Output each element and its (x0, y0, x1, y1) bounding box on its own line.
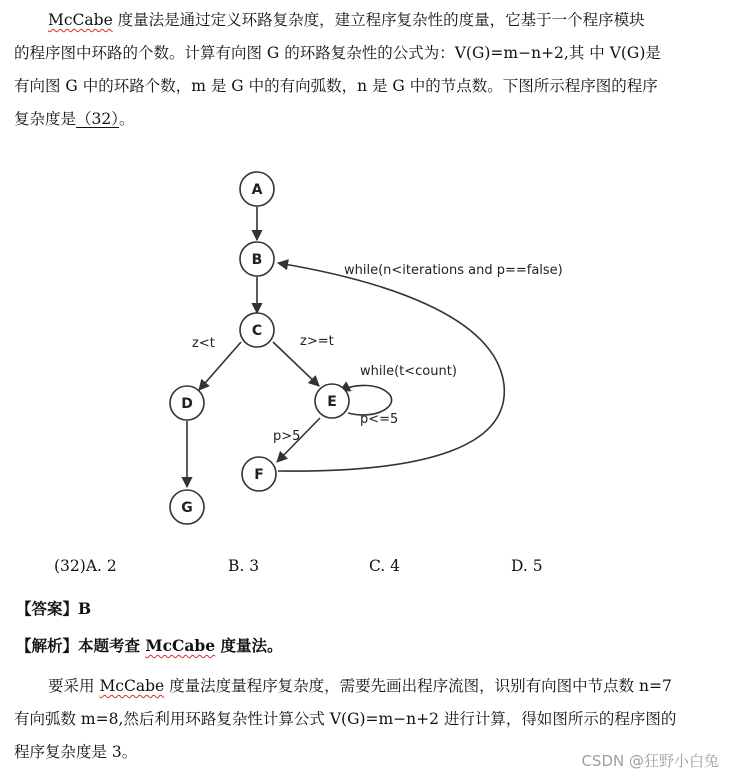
question-line-4: 复杂度是（32）。 (14, 110, 135, 128)
label-p-gt-5: p>5 (273, 429, 301, 444)
svg-text:E: E (327, 394, 337, 410)
analysis-line-3: 程序复杂度是 3。 (14, 743, 138, 761)
node-e (315, 384, 349, 418)
node-f (242, 457, 276, 491)
question-text (14, 4, 720, 136)
answer-blank: （32） (76, 110, 119, 128)
node-d (170, 386, 204, 420)
node-b (240, 242, 274, 276)
svg-text:A: A (251, 182, 263, 198)
mccabe-term: McCabe (48, 11, 113, 29)
label-while-iterations: while(n<iterations and p==false) (344, 263, 563, 278)
label-z-ge-t: z>=t (300, 334, 334, 349)
option-d: D. 5 (511, 557, 543, 575)
option-a: (32)A. 2 (54, 557, 117, 575)
analysis-line-1: 要采用 McCabe 度量法度量程序复杂度，需要先画出程序流图，识别有向图中节点数 n=7 (48, 677, 672, 695)
label-p-le-5: p<=5 (360, 412, 399, 427)
question-line-1: McCabe 度量法是通过定义环路复杂度，建立程序复杂性的度量，它基于一个程序模块 (48, 11, 645, 29)
svg-text:F: F (254, 467, 264, 483)
label-z-lt-t: z<t (192, 336, 215, 351)
question-line-2: 的程序图中环路的个数。计算有向图 G 的环路复杂性的公式为：V(G)=m−n+2,其 中 V(G)是 (14, 44, 661, 62)
question-line-3: 有向图 G 中的环路个数，m 是 G 中的有向弧数，n 是 G 中的节点数。下图所示程序图的程序 (14, 77, 658, 95)
answer-line: 【答案】B (16, 599, 92, 618)
option-b: B. 3 (228, 557, 260, 575)
option-c: C. 4 (369, 557, 401, 575)
program-flow-graph (150, 155, 620, 540)
node-a (240, 172, 274, 206)
svg-text:G: G (181, 500, 193, 516)
analysis-line-2: 有向弧数 m=8,然后利用环路复杂性计算公式 V(G)=m−n+2 进行计算，得如图所示的程序图的 (14, 710, 677, 728)
svg-text:D: D (181, 396, 193, 412)
watermark: CSDN @狂野小白兔 (581, 752, 719, 770)
label-while-count: while(t<count) (360, 364, 457, 379)
mccabe-term: McCabe (145, 636, 216, 655)
svg-text:C: C (251, 323, 263, 339)
mccabe-term: McCabe (99, 677, 165, 695)
answer-value: B (78, 599, 92, 618)
svg-text:B: B (251, 252, 263, 268)
node-c (240, 313, 274, 347)
analysis-heading: 【解析】本题考查 McCabe 度量法。 (16, 636, 283, 655)
node-g (170, 490, 204, 524)
